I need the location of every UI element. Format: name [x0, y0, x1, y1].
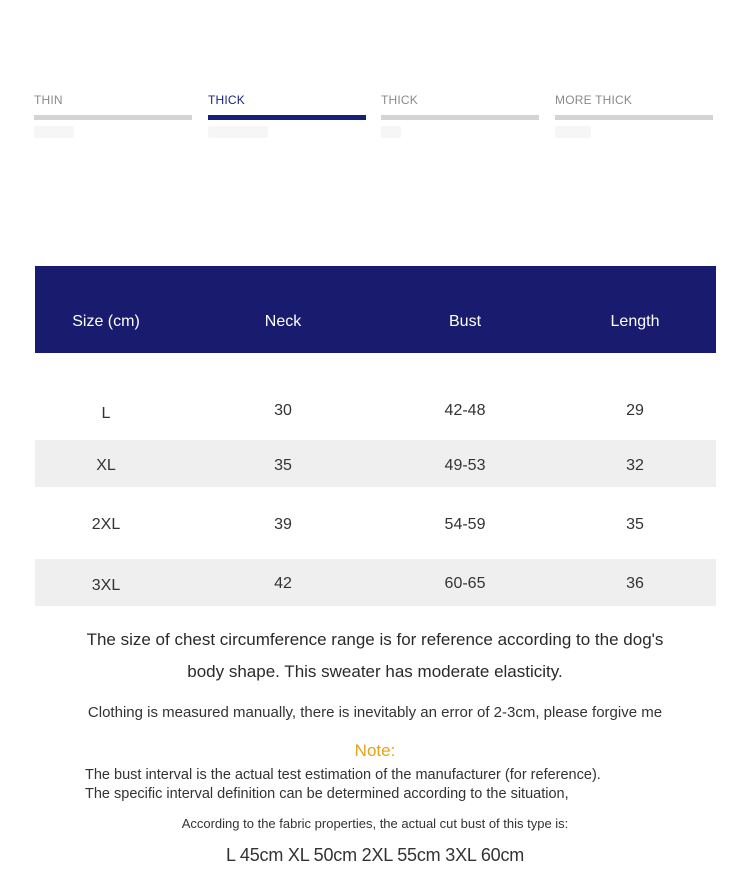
interval-note: The specific interval definition can be determined according to the situation, [85, 786, 569, 802]
tab-label: THICK [381, 93, 418, 107]
header-neck: Neck [264, 313, 302, 330]
cell-neck: 39 [274, 516, 292, 533]
cell-neck: 42 [274, 575, 292, 592]
cell-length: 29 [626, 402, 644, 419]
tab-swatch [381, 126, 401, 138]
cut-bust-values: L 45cm XL 50cm 2XL 55cm 3XL 60cm [225, 845, 525, 865]
table-row [35, 440, 716, 487]
tab-swatch [555, 126, 591, 138]
cell-size: 3XL [91, 577, 121, 594]
tab-indicator [34, 115, 192, 120]
tab-swatch [34, 126, 74, 138]
tab-thick-2[interactable] [381, 92, 539, 120]
reference-line: body shape. This sweater has moderate elasticity. [187, 662, 563, 681]
table-row [35, 487, 716, 559]
cell-bust: 54-59 [444, 516, 486, 533]
cell-bust: 49-53 [444, 457, 486, 474]
header-bust: Bust [448, 313, 482, 330]
cell-length: 32 [626, 457, 644, 474]
note-title: Note: [354, 741, 396, 760]
reference-line: The size of chest circumference range is for reference according to the dog's [86, 630, 664, 649]
cell-size: XL [96, 457, 116, 474]
cell-size: L [101, 405, 111, 422]
size-chart-table [35, 266, 716, 606]
cell-neck: 30 [274, 402, 292, 419]
tab-swatch [208, 126, 268, 138]
tab-indicator [555, 115, 713, 120]
table-row [35, 375, 716, 435]
tab-label: MORE THICK [555, 93, 633, 107]
table-header [35, 266, 716, 353]
tab-thin[interactable] [34, 92, 192, 120]
header-length: Length [610, 313, 660, 330]
tab-more-thick[interactable] [555, 92, 713, 120]
tab-indicator [208, 115, 366, 120]
cell-length: 36 [626, 575, 644, 592]
cell-bust: 60-65 [444, 575, 486, 592]
cell-neck: 35 [274, 457, 292, 474]
interval-note: The bust interval is the actual test estimation of the manufacturer (for reference). [85, 767, 601, 783]
fabric-note: According to the fabric properties, the actual cut bust of this type is: [181, 816, 569, 831]
thickness-tabs [34, 92, 716, 142]
header-size: Size (cm) [72, 313, 140, 330]
tab-label: THIN [34, 93, 63, 107]
table-row [35, 559, 716, 606]
cell-bust: 42-48 [444, 402, 486, 419]
tab-indicator [381, 115, 539, 120]
cell-size: 2XL [91, 516, 121, 533]
manual-measure-note: Clothing is measured manually, there is inevitably an error of 2-3cm, please forgive me [87, 704, 663, 721]
tab-thick[interactable] [208, 92, 366, 120]
tab-label: THICK [208, 93, 245, 107]
reference-note [0, 624, 750, 688]
cell-length: 35 [626, 516, 644, 533]
